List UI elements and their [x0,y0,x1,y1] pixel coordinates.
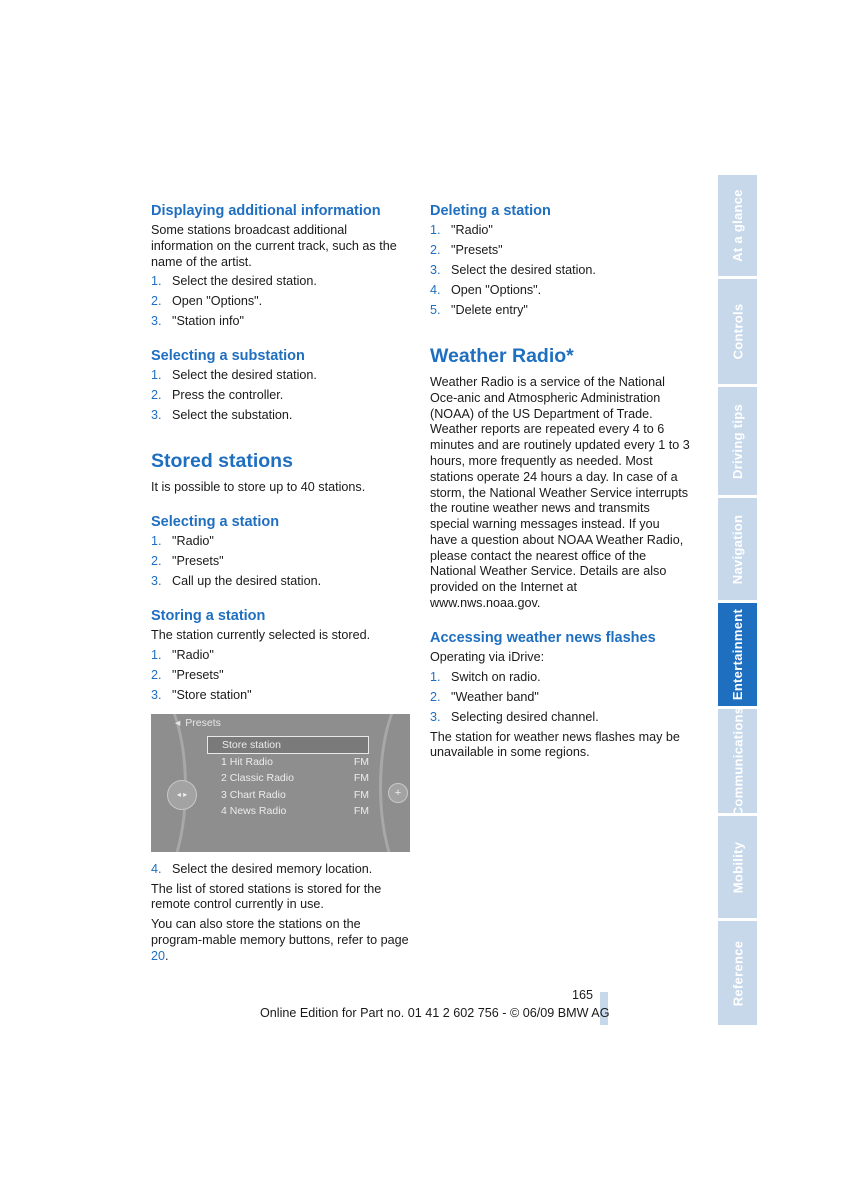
preset-row: 4 News Radio FM [221,804,369,817]
list-item: 1. "Radio" [151,647,214,662]
weather-flashes-note: The station for weather news flashes may be unavailable in some regions. [430,729,680,760]
list-item: 1. "Radio" [430,223,493,237]
idrive-presets-screenshot [151,714,410,852]
list-item: 4. Open "Options". [430,282,542,297]
deleting-station-steps [430,223,690,319]
list-item: 2. "Presets" [430,242,503,257]
substation-steps [151,368,411,424]
list-item: 3. "Store station" [151,687,252,702]
preset-list [207,736,369,819]
list-item: 3. Select the desired station. [430,262,596,277]
plus-icon: + [388,783,408,803]
list-item: 1. Select the desired station. [151,368,317,383]
list-item: 2. "Presets" [151,554,224,569]
list-item: 2. Press the controller. [151,388,284,403]
list-item: 1. Switch on radio. [430,669,541,684]
chapter-tabs [718,175,757,1025]
list-item: 3. Selecting desired channel. [430,709,599,724]
stored-stations-heading: Stored stations [151,450,293,473]
stored-stations-text: It is possible to store up to 40 stations. [151,480,366,495]
list-item: 2. "Weather band" [430,689,539,704]
weather-radio-heading: Weather Radio* [430,344,574,367]
page-reference-link[interactable]: 20 [151,948,166,963]
preset-row: 3 Chart Radio FM [221,788,369,801]
tab-entertainment[interactable]: Entertainment [718,603,757,706]
weather-flashes-steps [430,670,690,726]
display-info-text: Some stations broadcast additional information on the current track, such as the name of the artist. [151,223,397,269]
left-column [151,202,411,969]
substation-heading: Selecting a substation [151,348,305,365]
controller-knob-icon: ◂ ▸ [167,780,197,810]
weather-flashes-heading: Accessing weather news flashes [430,629,656,646]
weather-flashes-text: Operating via iDrive: [430,649,545,664]
storing-station-steps [151,648,411,704]
list-item: 2. Open "Options". [151,294,263,309]
display-info-steps [151,274,411,330]
memory-buttons-note: You can also store the stations on the program-mable memory buttons, refer to page 20. [151,917,409,963]
tab-at-a-glance[interactable]: At a glance [718,175,757,276]
footer-text: Online Edition for Part no. 01 41 2 602 756 - © 06/09 BMW AG [260,1006,610,1020]
deleting-station-heading: Deleting a station [430,203,551,219]
display-info-heading: Displaying additional information [151,203,381,219]
selecting-station-steps [151,534,411,590]
list-item: 3. Call up the desired station. [151,574,322,589]
list-item: 4. Select the desired memory location. [151,861,373,876]
list-item: 2. "Presets" [151,667,224,682]
tab-communications[interactable]: Communications [718,709,757,813]
tab-navigation[interactable]: Navigation [718,498,757,600]
tab-mobility[interactable]: Mobility [718,816,757,918]
preset-row: 1 Hit Radio FM [221,756,369,769]
list-item: 1. Select the desired station. [151,274,317,289]
list-item: 3. "Station info" [151,314,244,329]
right-column [430,202,690,765]
tab-driving-tips[interactable]: Driving tips [718,387,757,495]
storing-station-text: The station currently selected is stored. [151,628,371,643]
storing-station-heading: Storing a station [151,608,266,625]
back-arrow-icon: ◂ [175,716,181,729]
list-item: 5. "Delete entry" [430,302,528,317]
selecting-station-heading: Selecting a station [151,514,280,531]
weather-radio-text: Weather Radio is a service of the National Oce-anic and Atmospheric Administration (NOAA) of the US Department of Trade. Weather reports are repeated every 4 to 6 minutes and are routinely updated every 1 to 3 hours, more frequently as needed. Most stations operate 24 hours a day. In case of a storm, the National Weather Service interrupts the routine weather news and transmits special warning messages instead. If you have a question about NOAA Weather Radio, please contact the nearest office of the National Weather Service. Details are also provided on the Internet at www.nws.noaa.gov. [430,374,690,611]
preset-row: 2 Classic Radio FM [221,772,369,785]
list-item: 1. "Radio" [151,534,214,549]
stored-list-note: The list of stored stations is stored for the remote control currently in use. [151,881,382,912]
list-item: 3. Select the substation. [151,408,293,423]
page-number: 165 [572,988,594,1002]
screen-title: ◂ Presets [175,716,221,729]
preset-row-store-station: Store station [207,736,369,754]
tab-controls[interactable]: Controls [718,279,757,384]
storing-station-step4 [151,862,411,878]
tab-reference[interactable]: Reference [718,921,757,1025]
